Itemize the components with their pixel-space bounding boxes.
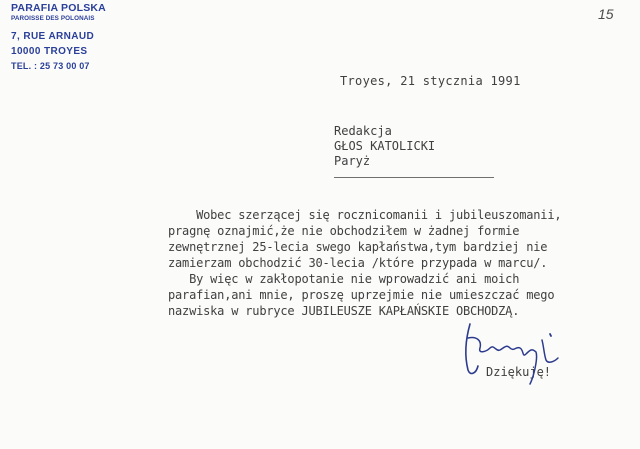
body-line: By więc w zakłopotanie nie wprowadzić ani moich xyxy=(168,272,520,286)
letter-date: Troyes, 21 stycznia 1991 xyxy=(340,74,521,88)
handwritten-page-number: 15 xyxy=(598,6,614,22)
addressee-line: GŁOS KATOLICKI xyxy=(334,139,436,153)
body-line: zewnętrznej 25-lecia swego kapłaństwa,tym bardziej nie xyxy=(168,240,548,254)
letterhead-city: 10000 TROYES xyxy=(11,46,88,57)
closing-thanks: Dziękuję! xyxy=(486,365,552,379)
body-line: Wobec szerzącej się rocznicomanii i jubileuszomanii, xyxy=(168,208,562,222)
addressee-block xyxy=(334,124,435,169)
body-line: zamierzam obchodzić 30-lecia /które przypada w marcu/. xyxy=(168,256,548,270)
parish-letterhead-stamp xyxy=(11,2,106,71)
letterhead-parish-name-french: PAROISSE DES POLONAIS xyxy=(11,15,95,22)
handwritten-signature xyxy=(456,318,576,388)
addressee-line: Redakcja xyxy=(334,124,392,138)
body-line: pragnę oznajmić,że nie obchodziłem w żadnej formie xyxy=(168,224,520,238)
letter-body xyxy=(168,207,561,319)
letterhead-phone: TEL. : 25 73 00 07 xyxy=(11,61,90,71)
body-line: nazwiska w rubryce JUBILEUSZE KAPŁAŃSKIE OBCHODZĄ. xyxy=(168,304,520,318)
letterhead-parish-name: PARAFIA POLSKA xyxy=(11,2,106,14)
letterhead-street: 7, RUE ARNAUD xyxy=(11,31,95,42)
body-line: parafian,ani mnie, proszę uprzejmie nie umieszczać mego xyxy=(168,288,555,302)
addressee-line: Paryż xyxy=(334,154,371,168)
addressee-underline xyxy=(334,177,494,178)
